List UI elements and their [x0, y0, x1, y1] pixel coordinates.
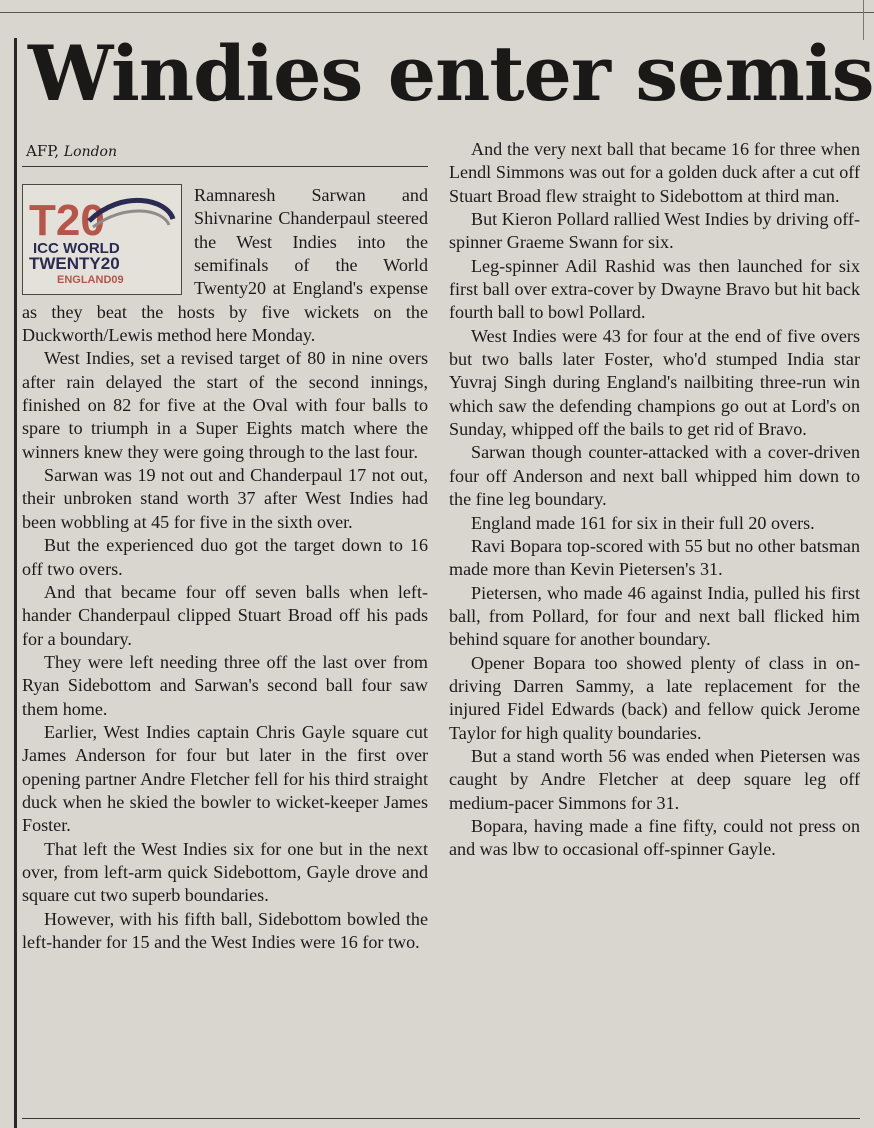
bottom-rule	[22, 1118, 860, 1119]
logo-t20-mark: T20	[29, 196, 105, 245]
paragraph: But a stand worth 56 was ended when Pietersen was caught by Andre Fletcher at deep square leg off medium-pacer Simmons for 31.	[449, 745, 860, 813]
column-left-bar	[14, 38, 17, 1128]
paragraph: And that became four off seven balls when left-hander Chanderpaul clipped Stuart Broad off his pads for a boundary.	[22, 581, 428, 649]
paragraph: Sarwan though counter-attacked with a cover-driven four off Anderson and next ball whipped him down to the fine leg boundary.	[449, 442, 860, 510]
paragraph: But the experienced duo got the target down to 16 off two overs.	[22, 535, 428, 579]
world-twenty20-logo	[22, 184, 182, 295]
logo-line-twenty20: TWENTY20	[29, 254, 120, 273]
paragraph: Ramnaresh Sarwan and Shivnarine Chanderpaul steered the West Indies into the semifinals of the World Twenty20 at England's expense as they beat the hosts by five wickets on the Duckworth/Lewis method here Monday.	[22, 185, 428, 346]
paragraph: Opener Bopara too showed plenty of class in on-driving Darren Sammy, a late replacement for the injured Fidel Edwards (back) and fellow quick Jerome Taylor for high quality boundaries.	[449, 652, 860, 743]
paragraph: Leg-spinner Adil Rashid was then launched for six first ball over extra-cover by Dwayne Bravo but hit back fourth ball to bowl Pollard.	[449, 255, 860, 323]
paragraph: Sarwan was 19 not out and Chanderpaul 17 not out, their unbroken stand worth 37 after West Indies had been wobbling at 45 for five in the sixth over.	[22, 465, 428, 532]
byline-agency: AFP,	[26, 142, 60, 160]
headline: Windies enter semis	[28, 29, 874, 118]
paragraph: Earlier, West Indies captain Chris Gayle square cut James Anderson for four but later in the first over opening partner Andre Fletcher fell for his third straight duck when he skied the bowler to wicket-keeper James Foster.	[22, 721, 428, 836]
paragraph: However, with his fifth ball, Sidebottom bowled the left-hander for 15 and the West Indies were 16 for two.	[22, 908, 428, 952]
top-rule	[0, 12, 874, 13]
paragraph: They were left needing three off the last over from Ryan Sidebottom and Sarwan's second ball four saw them home.	[22, 651, 428, 719]
paragraph: That left the West Indies six for one but in the next over, from left-arm quick Sidebottom, Gayle drove and square cut two superb boundaries.	[22, 838, 428, 906]
byline	[26, 142, 117, 160]
paragraph: Pietersen, who made 46 against India, pulled his first ball, from Pollard, for four and next ball flicked him behind square for another boundary.	[449, 582, 860, 650]
article-column-1	[22, 184, 428, 954]
paragraph: England made 161 for six in their full 20 overs.	[471, 512, 815, 533]
paragraph: Ravi Bopara top-scored with 55 but no other batsman made more than Kevin Pietersen's 31.	[449, 535, 860, 580]
paragraph: Bopara, having made a fine fifty, could not press on and was lbw to occasional off-spinner Gayle.	[449, 815, 860, 860]
logo-line-england09: ENGLAND09	[57, 274, 124, 286]
paragraph: But Kieron Pollard rallied West Indies by driving off-spinner Graeme Swann for six.	[449, 209, 860, 253]
byline-location: London	[63, 144, 117, 160]
paragraph: And the very next ball that became 16 for three when Lendl Simmons was out for a golden duck after a cut off Stuart Broad flew straight to Sidebottom at third man.	[449, 139, 860, 206]
world-twenty20-logo-icon	[27, 189, 177, 290]
paragraph: West Indies, set a revised target of 80 in nine overs after rain delayed the start of the second innings, finished on 82 for five at the Oval with four balls to spare to triumph in a Super Eights match where the winners knew they were going through to the last four.	[22, 348, 428, 462]
logo-line-icc-world: ICC WORLD	[33, 240, 120, 257]
article-column-2	[449, 138, 860, 862]
paragraph: West Indies were 43 for four at the end of five overs but two balls later Foster, who'd stumped India star Yuvraj Singh during England's nailbiting three-run win which saw the defending champions go out at Lord's on Sunday, whipped off the bails to get rid of Bravo.	[449, 325, 860, 440]
byline-rule	[22, 166, 428, 167]
